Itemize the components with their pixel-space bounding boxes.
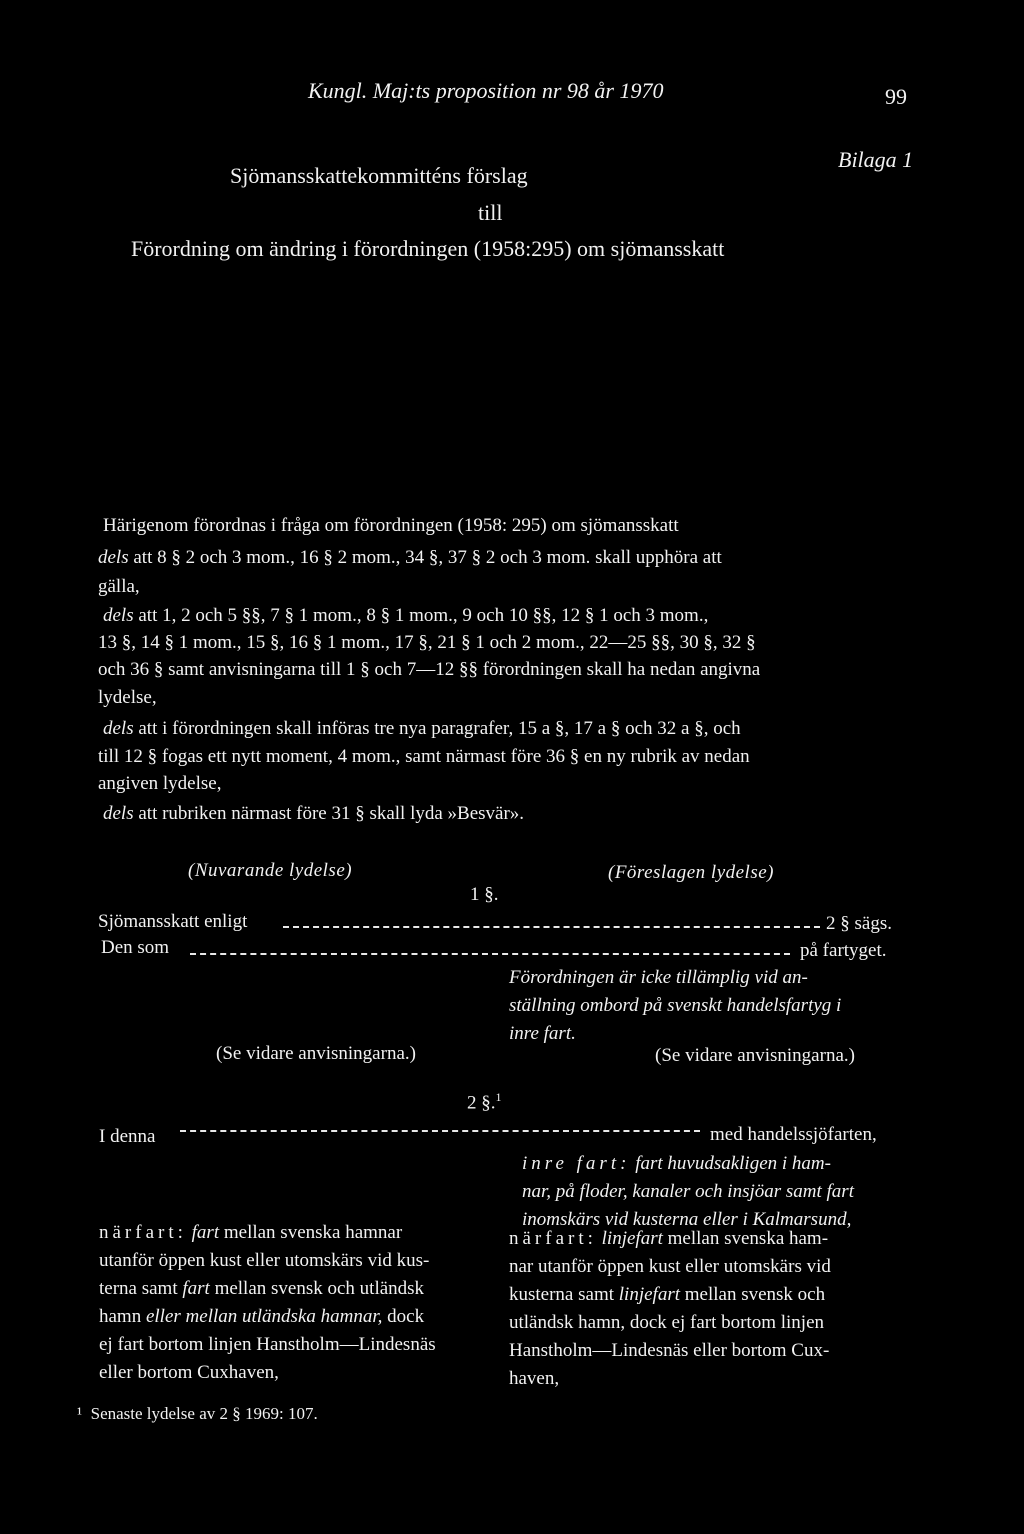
section-1-right-reference: (Se vidare anvisningarna.) bbox=[655, 1045, 855, 1066]
preamble-p3-line2: till 12 § fogas ett nytt moment, 4 mom., samt närmast före 36 § en ny rubrik av nedan bbox=[98, 746, 750, 767]
preamble-p3-line3: angiven lydelse, bbox=[98, 773, 222, 794]
section-1-proposed-text: Förordningen är icke tillämplig vid an- ställning ombord på svenskt handelsfartyg i inre fart. bbox=[509, 967, 842, 1044]
section-2-heading: 2 §.$^1$ bbox=[467, 1090, 502, 1114]
section-2-row1-end: med handelssjöfarten, bbox=[710, 1124, 877, 1145]
preamble-p3-line1: dels att i förordningen skall införas tre nya paragrafer, 15 a §, 17 a § och 32 a §, och bbox=[103, 718, 741, 739]
section-2-left-column: närfart: fart mellan svenska hamnar utanför öppen kust eller utomskärs vid kus- terna samt fart mellan svensk och utländsk hamn eller mellan utländska hamnar, dock ej fart bortom linjen Hanstholm—Lindesnäs eller bortom Cuxhaven, bbox=[99, 1222, 436, 1383]
page-number: 99 bbox=[885, 84, 907, 109]
proposed-wording-heading: (Föreslagen lydelse) bbox=[608, 862, 774, 883]
footnote: ¹ Senaste lydelse av 2 § 1969: 107. bbox=[77, 1404, 318, 1423]
preamble-p4-line1: dels att rubriken närmast före 31 § skall lyda »Besvär». bbox=[103, 803, 525, 824]
preamble-p2-line2: 13 §, 14 § 1 mom., 15 §, 16 § 1 mom., 17 §, 21 § 1 och 2 mom., 22—25 §§, 30 §, 32 § bbox=[98, 632, 756, 653]
preamble-p2-line4: lydelse, bbox=[98, 687, 157, 708]
section-2-inre-fart-definition: inre fart: fart huvudsakligen i ham- nar, på floder, kanaler och insjöar samt fart inomskärs vid kusterna eller i Kalmarsund, bbox=[522, 1153, 854, 1230]
section-2-right-column: närfart: linjefart mellan svenska ham- nar utanför öppen kust eller utomskärs vid kusterna samt linjefart mellan svensk och utländsk hamn, dock ej fart bortom linjen Hanstholm—Lindesnäs eller bortom Cux- haven, bbox=[509, 1228, 831, 1389]
section-1-heading: 1 §. bbox=[470, 884, 499, 905]
preamble-p2-line3: och 36 § samt anvisningarna till 1 § och 7—12 §§ förordningen skall ha nedan angivna bbox=[98, 659, 761, 680]
section-1-row2-start: Den som bbox=[101, 937, 170, 958]
title-line-2: till bbox=[478, 200, 503, 225]
title-line-1: Sjömansskattekommitténs förslag bbox=[230, 163, 528, 188]
section-1-left-reference: (Se vidare anvisningarna.) bbox=[216, 1043, 416, 1064]
omission-dashes bbox=[283, 926, 820, 928]
preamble-p1-line3: gälla, bbox=[98, 576, 140, 597]
appendix-label: Bilaga 1 bbox=[838, 147, 914, 172]
section-1-row1-start: Sjömansskatt enligt bbox=[98, 911, 248, 932]
section-1-row2-end: på fartyget. bbox=[800, 940, 887, 961]
running-title: Kungl. Maj:ts proposition nr 98 år 1970 bbox=[308, 78, 664, 103]
omission-dashes bbox=[180, 1130, 700, 1132]
current-wording-heading: (Nuvarande lydelse) bbox=[188, 860, 353, 881]
preamble-p1-line2: dels att 8 § 2 och 3 mom., 16 § 2 mom., 34 §, 37 § 2 och 3 mom. skall upphöra att bbox=[98, 547, 722, 568]
section-1-row1-end: 2 § sägs. bbox=[826, 913, 892, 934]
title-line-3: Förordning om ändring i förordningen (1958:295) om sjömansskatt bbox=[131, 236, 725, 261]
preamble-p2-line1: dels att 1, 2 och 5 §§, 7 § 1 mom., 8 § 1 mom., 9 och 10 §§, 12 § 1 och 3 mom., bbox=[103, 605, 709, 626]
section-2-row1-start: I denna bbox=[99, 1126, 156, 1147]
omission-dashes bbox=[190, 953, 790, 955]
preamble-p1-line1: Härigenom förordnas i fråga om förordningen (1958: 295) om sjömansskatt bbox=[103, 515, 679, 536]
